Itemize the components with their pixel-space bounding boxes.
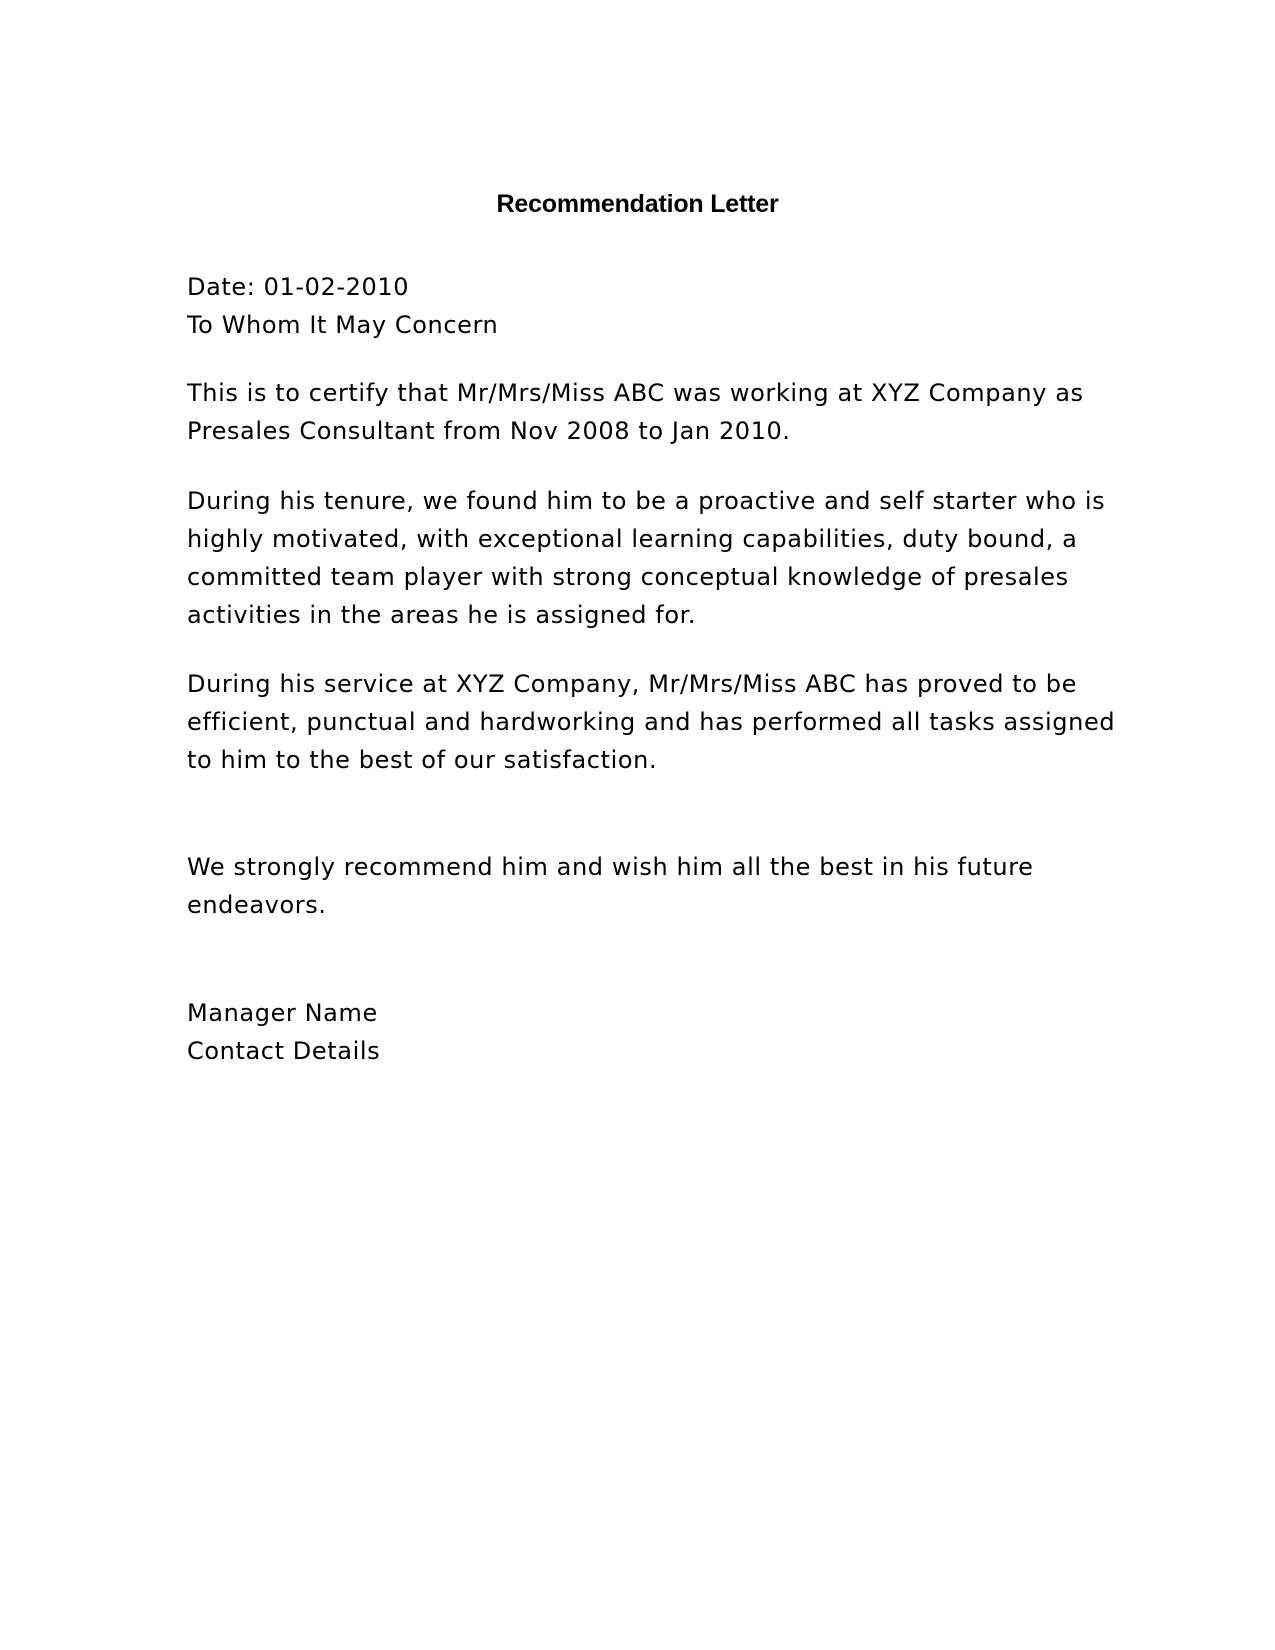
- paragraph-line: Presales Consultant from Nov 2008 to Jan 2010.: [187, 417, 791, 445]
- contact-details: Contact Details: [187, 1037, 381, 1065]
- letter-header: [187, 268, 1087, 344]
- paragraph-line: activities in the areas he is assigned for.: [187, 601, 697, 629]
- letter-salutation: To Whom It May Concern: [187, 311, 499, 339]
- paragraph-line: committed team player with strong conceptual knowledge of presales: [187, 563, 1069, 591]
- paragraph-line: efficient, punctual and hardworking and has performed all tasks assigned: [187, 708, 1116, 736]
- letter-date: Date: 01-02-2010: [187, 273, 410, 301]
- paragraph-line: endeavors.: [187, 891, 327, 919]
- paragraph-line: During his service at XYZ Company, Mr/Mrs/Miss ABC has proved to be: [187, 670, 1078, 698]
- paragraph-line: to him to the best of our satisfaction.: [187, 746, 658, 774]
- paragraph-tenure: [187, 482, 1106, 634]
- paragraph-certification: [187, 374, 1087, 450]
- paragraph-line: During his tenure, we found him to be a proactive and self starter who is: [187, 487, 1106, 515]
- letter-title: Recommendation Letter: [496, 190, 779, 218]
- paragraph-recommendation: [187, 848, 1087, 924]
- paragraph-line: highly motivated, with exceptional learning capabilities, duty bound, a: [187, 525, 1078, 553]
- paragraph-line: This is to certify that Mr/Mrs/Miss ABC was working at XYZ Company as: [187, 379, 1084, 407]
- paragraph-service: [187, 665, 1116, 779]
- signature-block: [187, 994, 1087, 1070]
- manager-name: Manager Name: [187, 999, 378, 1027]
- paragraph-line: We strongly recommend him and wish him all the best in his future: [187, 853, 1034, 881]
